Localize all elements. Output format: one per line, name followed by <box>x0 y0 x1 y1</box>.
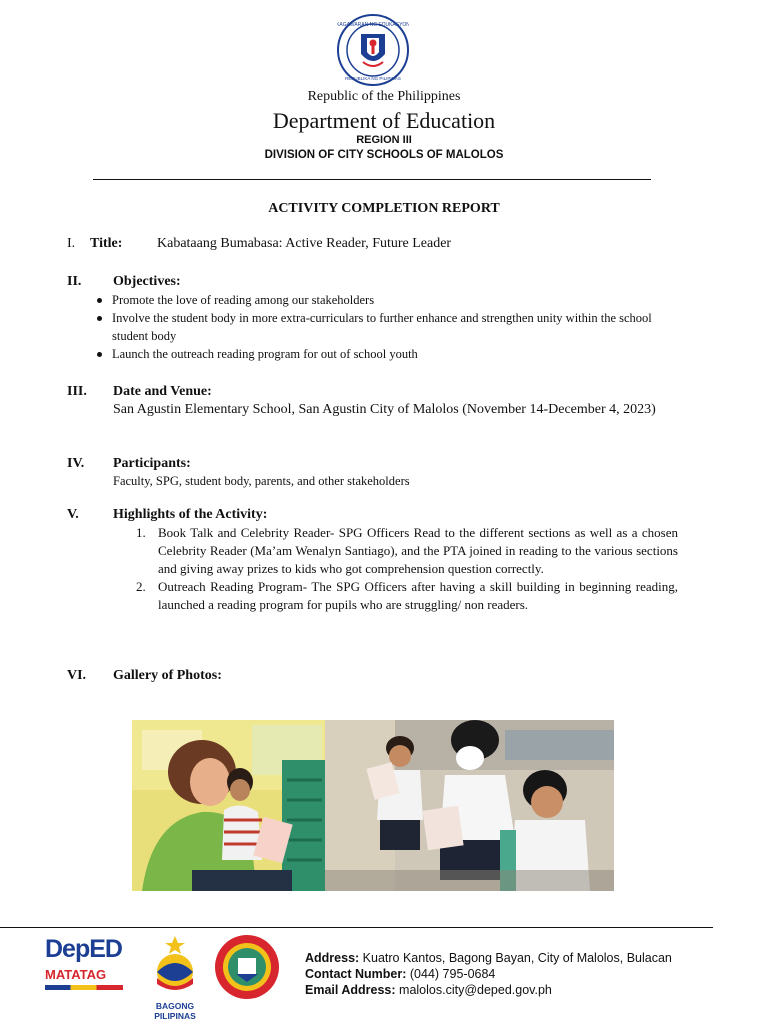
list-item: Involve the student body in more extra-curriculars to further enhance and strengthen unity within the school student body <box>92 309 682 345</box>
report-title: ACTIVITY COMPLETION REPORT <box>268 201 500 216</box>
list-item <box>136 578 678 614</box>
participants-text: Faculty, SPG, student body, parents, and other stakeholders <box>113 474 410 488</box>
address-label: Address: <box>305 951 360 965</box>
section-num: I. <box>67 236 76 251</box>
contact-block <box>305 950 672 998</box>
address-line <box>305 950 672 966</box>
contact-value: (044) 795-0684 <box>409 967 496 981</box>
list-item: Launch the outreach reading program for out of school youth <box>92 345 682 363</box>
gallery-photos <box>132 720 614 891</box>
header-divider <box>93 179 651 180</box>
list-item-number: 2. <box>136 579 146 594</box>
list-item <box>136 524 678 578</box>
list-item-number: 1. <box>136 525 146 540</box>
section-title-label: Title: <box>90 236 123 251</box>
bagong-pilipinas-icon <box>139 934 211 992</box>
section-num: III. <box>67 384 87 399</box>
photo-teacher-reading <box>132 720 325 891</box>
email-label: Email Address: <box>305 983 396 997</box>
address-value: Kuatro Kantos, Bagong Bayan, City of Malolos, Bulacan <box>362 951 672 965</box>
footer-divider <box>0 927 713 928</box>
section-date-venue-label: Date and Venue: <box>113 384 212 399</box>
highlights-list <box>136 524 678 614</box>
section-highlights-label: Highlights of the Activity: <box>113 507 268 522</box>
email-value: malolos.city@deped.gov.ph <box>399 983 552 997</box>
malolos-division-seal-icon <box>214 934 280 1000</box>
deped-matatag-logo <box>45 935 127 1005</box>
deped-seal-icon <box>337 14 409 86</box>
section-gallery-label: Gallery of Photos: <box>113 668 222 683</box>
svg-text:REPUBLIKA NG PILIPINAS: REPUBLIKA NG PILIPINAS <box>345 76 401 81</box>
date-venue-text: San Agustin Elementary School, San Agustin City of Malolos (November 14-December 4, 2023) <box>113 402 656 417</box>
matatag-text: MATATAG <box>45 967 107 982</box>
photo-students-reading <box>325 720 614 891</box>
section-num: V. <box>67 507 79 522</box>
bagong-pilipinas-logo <box>139 934 211 1021</box>
contact-label: Contact Number: <box>305 967 407 981</box>
list-item-text: Book Talk and Celebrity Reader- SPG Officers Read to the different sections as well as a chosen Celebrity Reader (Ma’am Wenalyn Santiago), and the PTA joined in reading to the various sections and giving away prizes to kids who got comprehension question correctly. <box>158 525 678 576</box>
deped-logo-text: DepED <box>45 935 122 963</box>
section-num: VI. <box>67 668 87 683</box>
section-num: IV. <box>67 456 85 471</box>
list-item-text: Outreach Reading Program- The SPG Officers after having a skill building in beginning reading, launched a reading program for pupils who are struggling/ non readers. <box>158 579 678 612</box>
section-title <box>67 236 75 252</box>
objectives-list <box>92 291 682 363</box>
division-label: DIVISION OF CITY SCHOOLS OF MALOLOS <box>264 149 504 161</box>
activity-title: Kabataang Bumabasa: Active Reader, Future Leader <box>157 236 452 251</box>
department-title: Department of Education <box>272 108 496 133</box>
bagong-pilipinas-text: BAGONG PILIPINAS <box>154 1001 196 1021</box>
list-item: Promote the love of reading among our stakeholders <box>92 291 682 309</box>
section-objectives-label: Objectives: <box>113 274 181 289</box>
email-line <box>305 982 672 998</box>
svg-text:KAGAWARAN NG EDUKASYON: KAGAWARAN NG EDUKASYON <box>337 22 409 28</box>
section-participants-label: Participants: <box>113 456 191 471</box>
region-label: REGION III <box>356 134 412 146</box>
contact-line <box>305 966 672 982</box>
section-num: II. <box>67 274 82 289</box>
matatag-underline <box>45 985 123 990</box>
country-label: Republic of the Philippines <box>307 89 461 104</box>
